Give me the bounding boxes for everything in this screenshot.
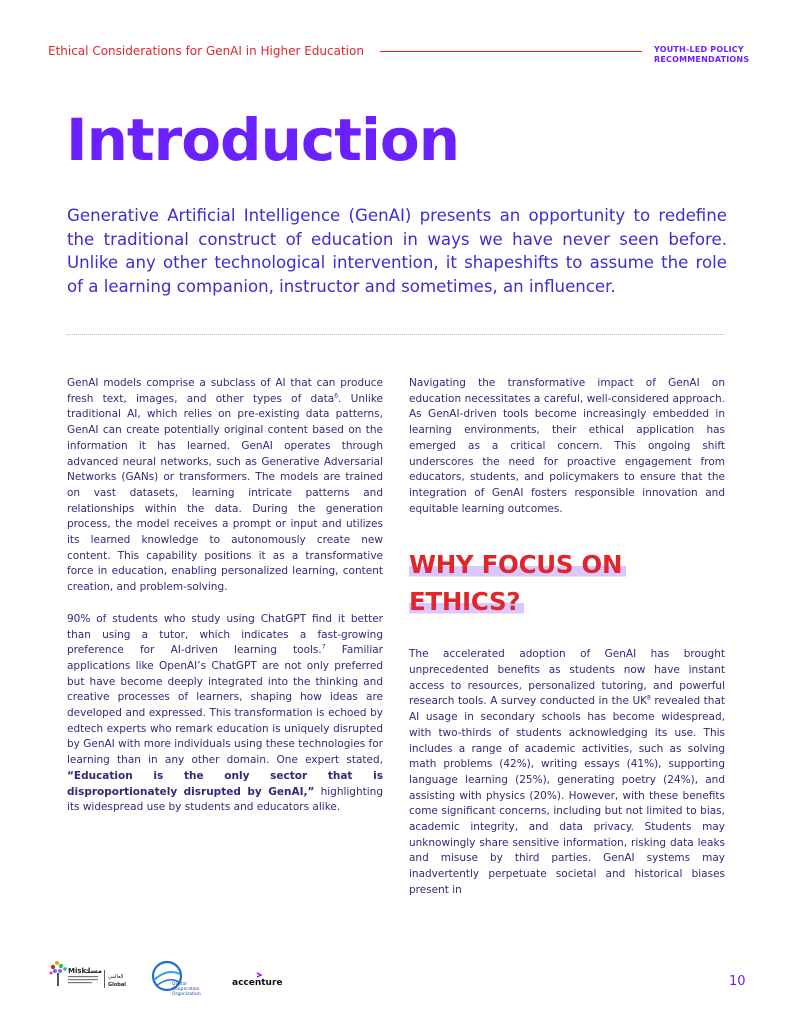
left-column (67, 376, 383, 816)
section-divider (67, 334, 725, 335)
accenture-logo (232, 973, 283, 988)
series-label (654, 45, 749, 65)
section-heading-line2: ETHICS? (409, 587, 524, 616)
intro-paragraph: Generative Artificial Intelligence (GenAI) presents an opportunity to redefine the traditional construct of education in ways we have never seen before. Unlike any other technological intervention, it shapeshifts to assume the role of a learning companion, instructor and sometimes, an influencer. (67, 206, 727, 296)
dco-line1: Digital (172, 982, 187, 987)
partner-logos (46, 958, 296, 998)
misk-global-arabic: العالمي (108, 974, 124, 980)
page-title: Introduction (66, 106, 459, 174)
dco-line3: Organization (172, 992, 201, 997)
misk-global: Global (108, 982, 126, 988)
accenture-wordmark: accenture (232, 978, 283, 988)
left-paragraph-1: GenAI models comprise a subclass of AI that can produce fresh text, images, and other types of data$^6$. Unlike traditional AI, which relies on pre-existing data patterns, GenAI can create potentially original content based on the information it has learned. GenAI operates through advanced neural networks, such as Generative Adversarial Networks (GANs) or transformers. The models are trained on vast datasets, learning intricate patterns and relationships within the data. During the generation process, the model receives a prompt or input and utilizes its learned knowledge to autonomously create new content. This capability positions it as a transformative force in education, enabling personalized learning, content creation, and problem-solving. (67, 377, 383, 594)
misk-logo (49, 961, 126, 988)
right-paragraph-2: The accelerated adoption of GenAI has brought unprecedented benefits as students now have instant access to resources, personalized tutoring, and powerful research tools. A survey conducted in the $UK^8$ revealed that AI usage in secondary schools has become widespread, with two-thirds of students acknowledging its use. This includes a range of academic activities, such as solving math problems (42%), writing essays (41%), supporting language learning (25%), generating poetry (24%), and assisting with physics (20%). However, with these benefits come significant concerns, including but not limited to bias, academic integrity, and data privacy. Students may unknowingly share sensitive information, risking data leaks and misuse by third parties. GenAI systems may inadvertently perpetuate societal and historical biases present in (409, 648, 725, 896)
dco-logo (153, 962, 201, 997)
page-number: 10 (729, 974, 746, 989)
running-header-title: Ethical Considerations for GenAI in Higher Education (48, 44, 364, 58)
footnote-ref: 6 (334, 392, 339, 400)
series-label-line2: RECOMMENDATIONS (654, 55, 750, 64)
section-heading (409, 546, 725, 620)
header-rule (380, 51, 642, 52)
right-column (409, 376, 725, 899)
series-label-line1: YOUTH-LED POLICY (654, 45, 744, 54)
dco-line2: Cooperation (172, 987, 200, 992)
footnote-ref: 7 (321, 643, 326, 651)
misk-name: Misk (68, 967, 87, 975)
footnote-ref: 8 (647, 694, 651, 702)
expert-quote: “Education is the only sector that is disproportionately disrupted by GenAI,” (67, 769, 383, 798)
left-paragraph-2: 90% of students who study using ChatGPT find it better than using a tutor, which indicates a fast-growing preference for AI-driven learning tools.$^7$ Familiar applications like OpenAI’s ChatGPT are not only preferred but have become deeply integrated into the thinking and creative processes of learners, shaping how ideas are developed and expressed. This transformation is echoed by edtech experts who remark education is uniquely disrupted by GenAI with more individuals using these technologies for learning than in any other domain. One expert stated, “Education is the only sector that is disproportionately disrupted by GenAI,” highlighting its widespread use by students and educators alike. (67, 612, 383, 814)
right-paragraph-1: Navigating the transformative impact of GenAI on education necessitates a careful, well-considered approach. As GenAI-driven tools become increasingly embedded in learning environments, their ethical application has emerged as a critical concern. This ongoing shift underscores the need for proactive engagement from educators, students, and policymakers to ensure that the integration of GenAI fosters responsible innovation and equitable learning outcomes. (409, 377, 725, 515)
section-heading-line1: WHY FOCUS ON (409, 550, 626, 579)
misk-arabic: مسك (84, 967, 102, 975)
